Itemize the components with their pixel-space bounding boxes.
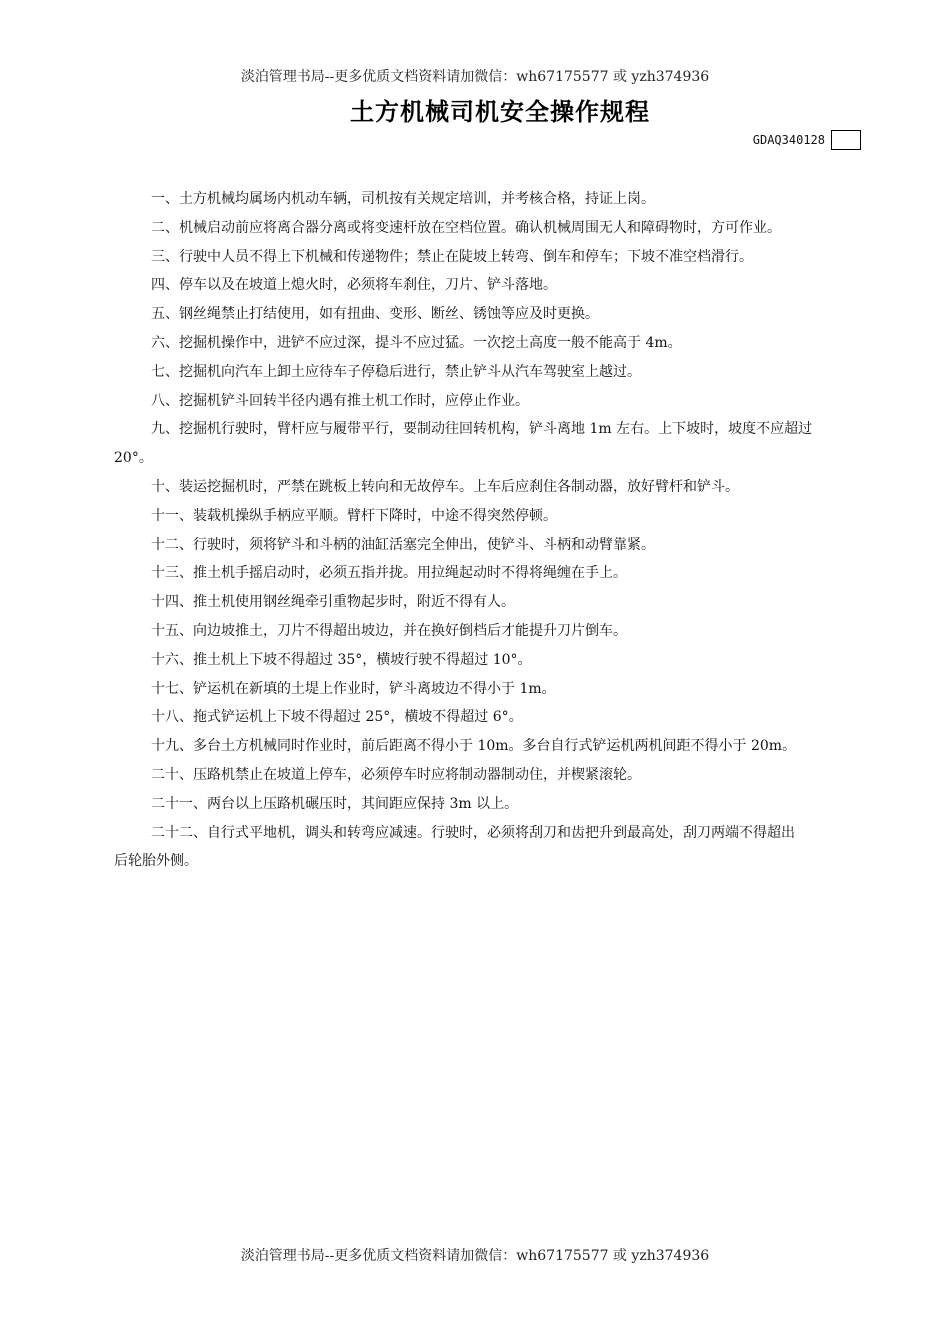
rule-17: 十七、铲运机在新填的土堤上作业时，铲斗离坡边不得小于 1m。 [151, 680, 556, 697]
rule-14: 十四、推土机使用钢丝绳牵引重物起步时，附近不得有人。 [151, 594, 515, 611]
rule-6: 六、挖掘机操作中，进铲不应过深，提斗不应过猛。一次挖土高度一般不能高于 4m。 [151, 334, 682, 351]
rule-12: 十二、行驶时，须将铲斗和斗柄的油缸活塞完全伸出，使铲斗、斗柄和动臂靠紧。 [151, 536, 655, 553]
rule-1: 一、土方机械均属场内机动车辆，司机按有关规定培训，并考核合格，持证上岗。 [151, 191, 655, 207]
rule-22-continuation: 后轮胎外侧。 [114, 853, 198, 870]
rule-15: 十五、向边坡推土，刀片不得超出坡边，并在换好倒档后才能提升刀片倒车。 [151, 622, 627, 639]
document-title: 土方机械司机安全操作规程 [350, 98, 650, 126]
document-code: GDAQ340128 [752, 133, 825, 147]
rule-9: 九、挖掘机行驶时，臂杆应与履带平行，要制动往回转机构，铲斗离地 1m 左右。上下坡时，坡度不应超过 [151, 421, 813, 438]
rule-4: 四、停车以及在坡道上熄火时，必须将车刹住，刀片、铲斗落地。 [151, 277, 557, 294]
rule-20: 二十、压路机禁止在坡道上停车，必须停车时应将制动器制动住，并楔紧滚轮。 [151, 766, 641, 783]
rules-body [114, 185, 887, 876]
code-checkbox [831, 130, 861, 150]
document-code-row [753, 130, 861, 150]
header-watermark-note: 淡泊管理书局--更多优质文档资料请加微信：wh67175577 或 yzh374936 [240, 69, 710, 85]
rule-10: 十、装运挖掘机时，严禁在跳板上转向和无故停车。上车后应刹住各制动器，放好臂杆和铲斗。 [151, 478, 739, 495]
rule-8: 八、挖掘机铲斗回转半径内遇有推土机工作时，应停止作业。 [151, 392, 529, 409]
footer-watermark-note: 淡泊管理书局--更多优质文档资料请加微信：wh67175577 或 yzh374936 [240, 1248, 710, 1264]
rule-18: 十八、拖式铲运机上下坡不得超过 25°，横坡不得超过 6°。 [151, 709, 523, 726]
rule-16: 十六、推土机上下坡不得超过 35°，横坡行驶不得超过 10°。 [151, 651, 532, 668]
rule-3: 三、行驶中人员不得上下机械和传递物件；禁止在陡坡上转弯、倒车和停车；下坡不准空档滑行。 [151, 248, 753, 265]
rule-2: 二、机械启动前应将离合器分离或将变速杆放在空档位置。确认机械周围无人和障碍物时，方可作业。 [151, 219, 781, 236]
rule-5: 五、钢丝绳禁止打结使用，如有扭曲、变形、断丝、锈蚀等应及时更换。 [151, 306, 599, 323]
rule-19: 十九、多台土方机械同时作业时，前后距离不得小于 10m。多台自行式铲运机两机间距不得小于 20m。 [151, 738, 797, 755]
rule-13: 十三、推土机手摇启动时，必须五指并拢。用拉绳起动时不得将绳缠在手上。 [151, 565, 627, 582]
rule-11: 十一、装载机操纵手柄应平顺。臂杆下降时，中途不得突然停顿。 [151, 507, 557, 524]
rule-9-continuation: 20°。 [114, 450, 153, 467]
rule-7: 七、挖掘机向汽车上卸土应待车子停稳后进行，禁止铲斗从汽车驾驶室上越过。 [151, 363, 641, 380]
rule-21: 二十一、两台以上压路机碾压时，其间距应保持 3m 以上。 [151, 795, 519, 812]
rule-22: 二十二、自行式平地机，调头和转弯应减速。行驶时，必须将刮刀和齿把升到最高处，刮刀两端不得超出 [151, 824, 795, 841]
